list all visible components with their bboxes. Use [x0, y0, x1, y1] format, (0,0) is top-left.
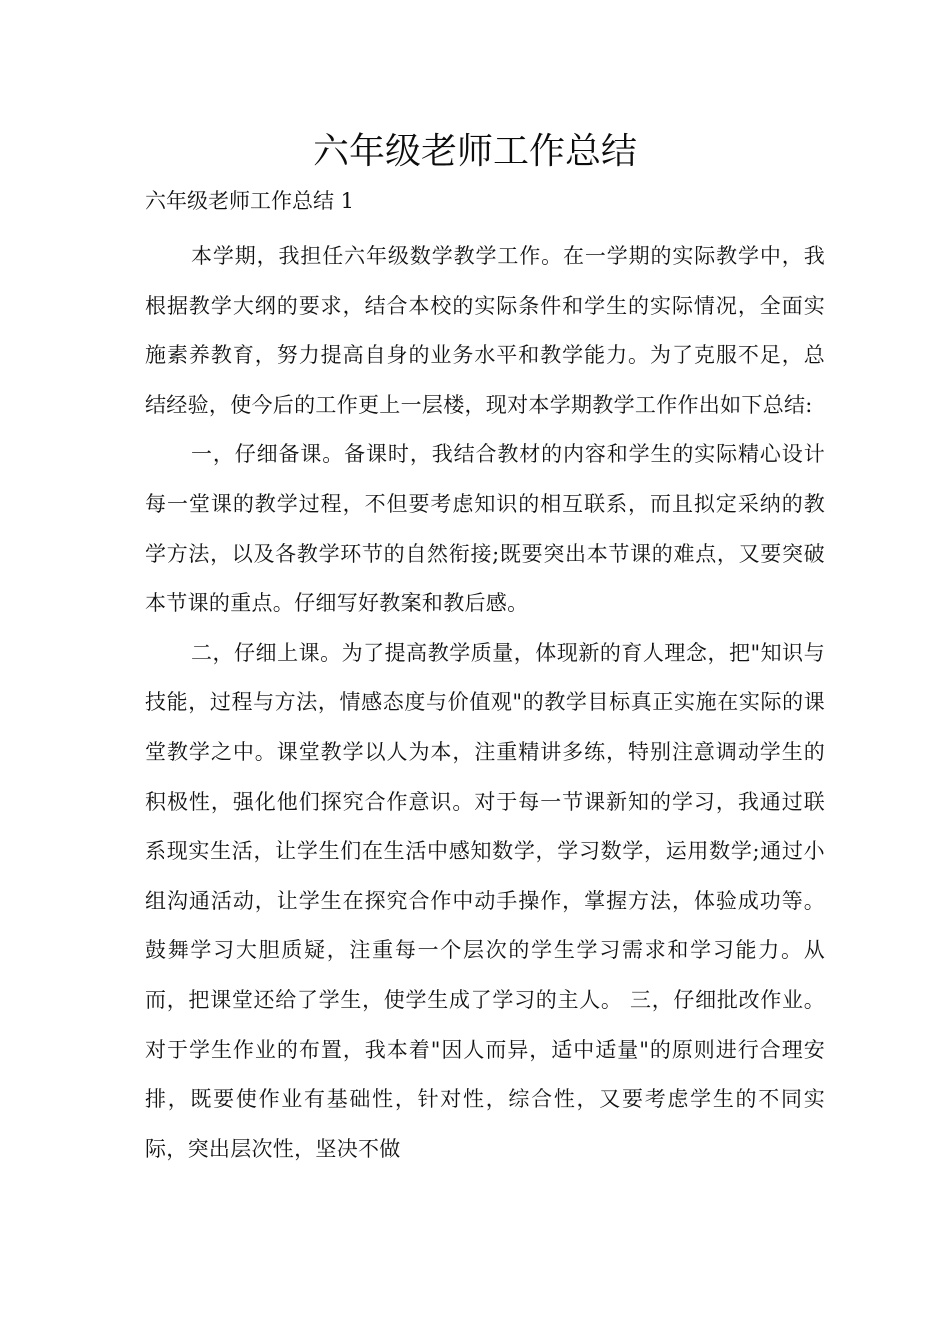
paragraph-teaching: 二，仔细上课。为了提高教学质量，体现新的育人理念，把"知识与技能，过程与方法，情感态度与价值观"的教学目标真正实施在实际的课堂教学之中。课堂教学以人为本，注重精讲多练，特别注意调动学生的积极性，强化他们探究合作意识。对于每一节课新知的学习，我通过联系现实生活，让学生们在生活中感知数学，学习数学，运用数学;通过小组沟通活动，让学生在探究合作中动手操作，掌握方法，体验成功等。鼓舞学习大胆质疑，注重每一个层次的学生学习需求和学习能力。从而，把课堂还给了学生，使学生成了学习的主人。 三，仔细批改作业。对于学生作业的布置，我本着"因人而异，适中适量"的原则进行合理安排，既要使作业有基础性，针对性，综合性，又要考虑学生的不同实际，突出层次性，坚决不做	[145, 640, 825, 1161]
document-body	[145, 232, 825, 1174]
paragraph-intro: 本学期，我担任六年级数学教学工作。在一学期的实际教学中，我根据教学大纲的要求，结合本校的实际条件和学生的实际情况，全面实施素养教育，努力提高自身的业务水平和教学能力。为了克服不足，总结经验，使今后的工作更上一层楼，现对本学期教学工作作出如下总结:	[145, 244, 825, 417]
document-title: 六年级老师工作总结	[312, 131, 637, 172]
document-subtitle: 六年级老师工作总结 1	[145, 189, 355, 213]
paragraph-lesson-preparation: 一，仔细备课。备课时，我结合教材的内容和学生的实际精心设计每一堂课的教学过程，不但要考虑知识的相互联系，而且拟定采纳的教学方法，以及各教学环节的自然衔接;既要突出本节课的难点，又要突破本节课的重点。仔细写好教案和教后感。	[145, 442, 825, 616]
